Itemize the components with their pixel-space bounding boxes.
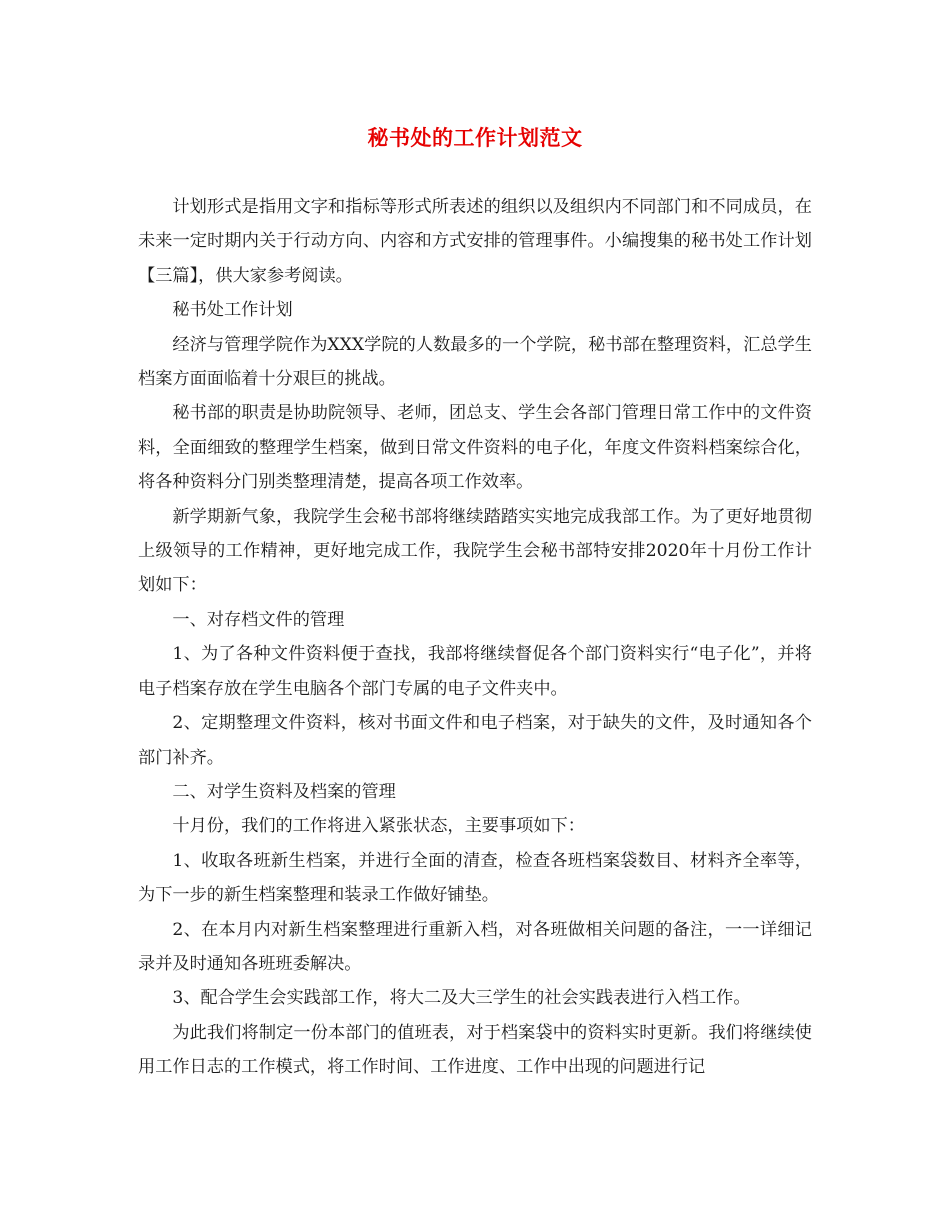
document-body — [138, 190, 812, 1085]
paragraph: 秘书处工作计划 — [172, 300, 293, 321]
paragraph: 1、收取各班新生档案，并进行全面的清查，检查各班档案袋数目、材料齐全率等，为下一步的新生档案整理和装录工作做好铺垫。 — [138, 850, 812, 906]
paragraph: 为此我们将制定一份本部门的值班表，对于档案袋中的资料实时更新。我们将继续使用工作日志的工作模式，将工作时间、工作进度、工作中出现的问题进行记 — [138, 1022, 812, 1078]
section-heading: 一、对存档文件的管理 — [172, 609, 345, 630]
paragraph: 经济与管理学院作为XXX学院的人数最多的一个学院，秘书部在整理资料，汇总学生档案方面面临着十分艰巨的挑战。 — [138, 334, 812, 390]
paragraph: 1、为了各种文件资料便于查找，我部将继续督促各个部门资料实行“电子化”，并将电子档案存放在学生电脑各个部门专属的电子文件夹中。 — [138, 644, 812, 699]
section-heading: 二、对学生资料及档案的管理 — [172, 781, 396, 802]
paragraph: 2、定期整理文件资料，核对书面文件和电子档案，对于缺失的文件，及时通知各个部门补齐。 — [138, 713, 812, 768]
paragraph: 2、在本月内对新生档案整理进行重新入档，对各班做相关问题的备注，一一详细记录并及时通知各班班委解决。 — [138, 919, 812, 974]
document-title: 秘书处的工作计划范文 — [367, 125, 583, 150]
paragraph: 十月份，我们的工作将进入紧张状态，主要事项如下： — [172, 816, 585, 837]
paragraph: 秘书部的职责是协助院领导、老师，团总支、学生会各部门管理日常工作中的文件资料，全面细致的整理学生档案，做到日常文件资料的电子化，年度文件资料档案综合化，将各种资料分门别类整理清楚，提高各项工作效率。 — [138, 403, 812, 493]
paragraph: 新学期新气象，我院学生会秘书部将继续踏踏实实地完成我部工作。为了更好地贯彻上级领导的工作精神，更好地完成工作，我院学生会秘书部特安排2020年十月份工作计划如下： — [138, 506, 812, 596]
paragraph: 3、配合学生会实践部工作，将大二及大三学生的社会实践表进行入档工作。 — [172, 988, 751, 1009]
paragraph: 计划形式是指用文字和指标等形式所表述的组织以及组织内不同部门和不同成员，在未来一定时期内关于行动方向、内容和方式安排的管理事件。小编搜集的秘书处工作计划【三篇】，供大家参考阅读。 — [138, 197, 812, 286]
